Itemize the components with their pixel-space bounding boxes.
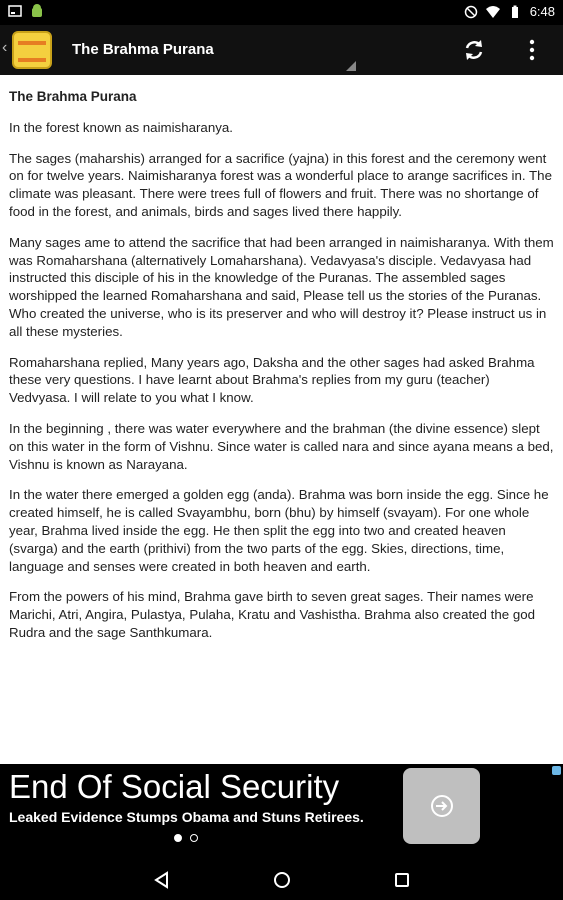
back-chevron-icon[interactable]: ‹ (2, 39, 8, 56)
article-content (9, 88, 554, 655)
article-heading: The Brahma Purana (9, 89, 137, 104)
refresh-icon[interactable] (461, 37, 487, 63)
status-bar (0, 0, 563, 25)
ad-open-button[interactable] (403, 768, 480, 844)
spinner-indicator-icon (346, 61, 356, 71)
arrow-right-circle-icon (429, 793, 455, 819)
ad-headline[interactable]: End Of Social Security (9, 768, 340, 805)
ad-banner[interactable] (0, 764, 563, 859)
pager-dot[interactable] (190, 834, 198, 842)
back-icon[interactable] (152, 870, 172, 890)
pager-dot-active[interactable] (174, 834, 182, 842)
adchoices-icon[interactable] (552, 766, 561, 775)
android-notification-icon (30, 4, 44, 18)
article-paragraph: From the powers of his mind, Brahma gave birth to seven great sages. Their names were Marichi, Atri, Angira, Pulastya, Pulaha, Kratu and Vashistha. Brahma also created the god Rudra and the sage Santhkumara. (9, 589, 536, 640)
navigation-bar (0, 859, 563, 900)
ad-subtext[interactable]: Leaked Evidence Stumps Obama and Stuns Retirees. (9, 809, 364, 825)
status-time: 6:48 (529, 4, 555, 19)
do-not-disturb-icon (464, 5, 478, 19)
app-bar (0, 25, 563, 75)
article-paragraph: In the water there emerged a golden egg (anda). Brahma was born inside the egg. Since he created himself, he is called Svayambhu, born (bhu) by himself (svayam). For one whole year, Brahma lived inside the egg. He then split the egg into two and created heaven (svarga) and the earth (prithivi) from the two parts of the egg. Skies, directions, time, language and senses were created in both heaven and earth. (9, 487, 549, 574)
article-paragraph: In the beginning , there was water everywhere and the brahman (the divine essence) slept on this water in the form of Vishnu. Since water is called nara and since ayana means a bed, Vishnu is known as Narayana. (9, 420, 554, 472)
recents-icon[interactable] (392, 870, 412, 890)
home-icon[interactable] (272, 870, 292, 890)
wifi-icon (486, 5, 500, 19)
article-paragraph: Romaharshana replied, Many years ago, Daksha and the other sages had asked Brahma these very questions. I have learnt about Brahma's replies from my guru (teacher) Vedvyasa. I will relate to you what I know. (9, 354, 535, 406)
article-paragraph: In the forest known as naimisharanya. (9, 119, 233, 135)
article-paragraph: The sages (maharshis) arranged for a sacrifice (yajna) in this forest and the ceremony went on for twelve years. Naimisharanya forest was a wonderful place to arange sacrifices in. The climate was pleasant. There were trees full of flowers and fruit. There was no shortange of food in the forest, and animals, birds and sages lived there happily. (9, 150, 552, 219)
page-title: The Brahma Purana (72, 41, 214, 58)
more-options-icon[interactable] (522, 38, 542, 62)
article-paragraph: Many sages ame to attend the sacrifice that had been arranged in naimisharanya. With them was Romaharshana (alternatively Lomaharshana). Vedavyasa's disciple. Vedavyasa had instructed this disciple of his in the knowledge of the Puranas. The assembled sages worshipped the learned Romaharshana and said, Please tell us the stories of the Puranas. Who created the universe, who is its preserver and who will destroy it? Please instruct us in all these mysteries. (9, 234, 554, 339)
app-logo[interactable] (12, 31, 52, 69)
screenshot-icon (8, 4, 22, 18)
ad-pager-dots (174, 834, 198, 842)
battery-icon (508, 5, 522, 19)
